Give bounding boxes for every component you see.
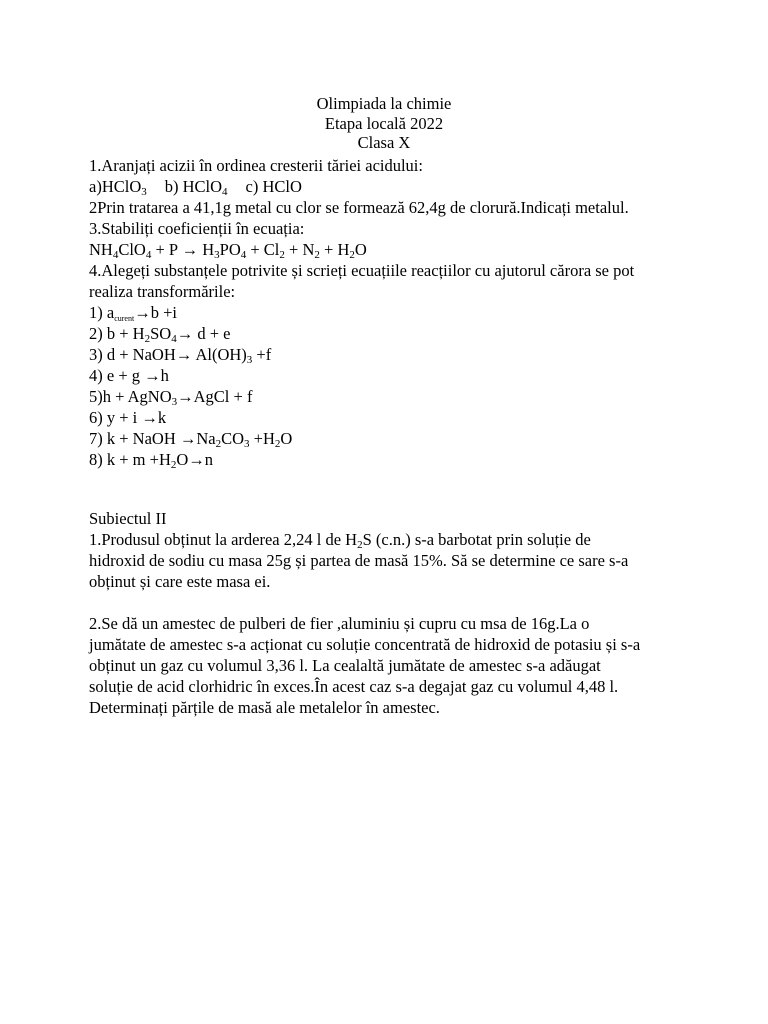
stage-title: Etapa locală 2022 <box>324 113 444 133</box>
option-c: c) HClO <box>245 177 302 196</box>
transformation-8: 8) $k + m +H_2O\to n$ <box>89 450 214 471</box>
problem-1-line1: 1.Produsul obținut la arderea 2,24 l de $H_2S$ (c.n.) s-a barbotat prin soluție de <box>89 530 591 551</box>
option-a: a)HClO$_3$ <box>89 177 147 198</box>
transformation-6: 6) y + i →k <box>89 408 167 427</box>
problem-2-line5: Determinați părțile de masă ale metalelor în amestec. <box>89 698 440 717</box>
question-4-text-line2: realiza transformările: <box>89 282 236 301</box>
transformation-4: 4) e + g →h <box>89 366 169 385</box>
problem-1-line2: hidroxid de sodiu cu masa 25g și partea de masă 15%. Să se determine ce sare s-a <box>89 551 629 570</box>
class-title: Clasa X <box>357 133 411 152</box>
question-4-text-line1: 4.Alegeți substanțele potrivite și scrieți ecuațiile reacțiilor cu ajutorul cărora se pot <box>89 261 635 280</box>
problem-2-line3: obținut un gaz cu volumul 3,36 l. La cealaltă jumătate de amestec s-a adăugat <box>89 656 601 675</box>
option-b: b) HClO$_4$ <box>164 177 228 198</box>
section-two-heading: Subiectul II <box>89 509 167 528</box>
problem-2-line4: soluție de acid clorhidric în exces.În acest caz s-a degajat gaz cu volumul 4,48 l. <box>89 677 619 696</box>
transformation-7: 7) k + NaOH $\to Na_2CO_3 +H_2O$ <box>89 429 293 450</box>
title-block <box>0 94 768 153</box>
problem-2-line2: jumătate de amestec s-a acționat cu soluție concentrată de hidroxid de potasiu și s-a <box>89 635 641 654</box>
transformation-1: 1) acurent→b +i <box>89 303 177 323</box>
equation-q3: $NH_4ClO_4 + P \to H_3PO_4 + Cl_2 + N_2 + H_2O$ <box>89 240 367 261</box>
question-2-text: 2Prin tratarea a 41,1g metal cu clor se formează 62,4g de clorură.Indicați metalul. <box>89 198 629 217</box>
transformation-2: 2) $b + H_2SO_4\to d + e$ <box>89 324 231 345</box>
problem-1-line3: obținut și care este masa ei. <box>89 572 271 591</box>
question-3-text: 3.Stabiliți coeficienții în ecuația: <box>89 219 305 238</box>
transformation-5: 5)h + AgNO$_3$→AgCl + f <box>89 387 253 408</box>
section-one <box>89 155 689 470</box>
olympiad-title: Olimpiada la chimie <box>316 94 452 113</box>
problem-2-line1: 2.Se dă un amestec de pulberi de fier ,aluminiu și cupru cu msa de 16g.La o <box>89 614 590 633</box>
transformation-3: 3) d + NaOH→ $Al(OH)_3 +f$ <box>89 345 272 366</box>
question-1-text: 1.Aranjați acizii în ordinea cresterii tăriei acidului: <box>89 156 423 175</box>
question-1-options <box>89 176 689 197</box>
section-two <box>89 508 689 718</box>
